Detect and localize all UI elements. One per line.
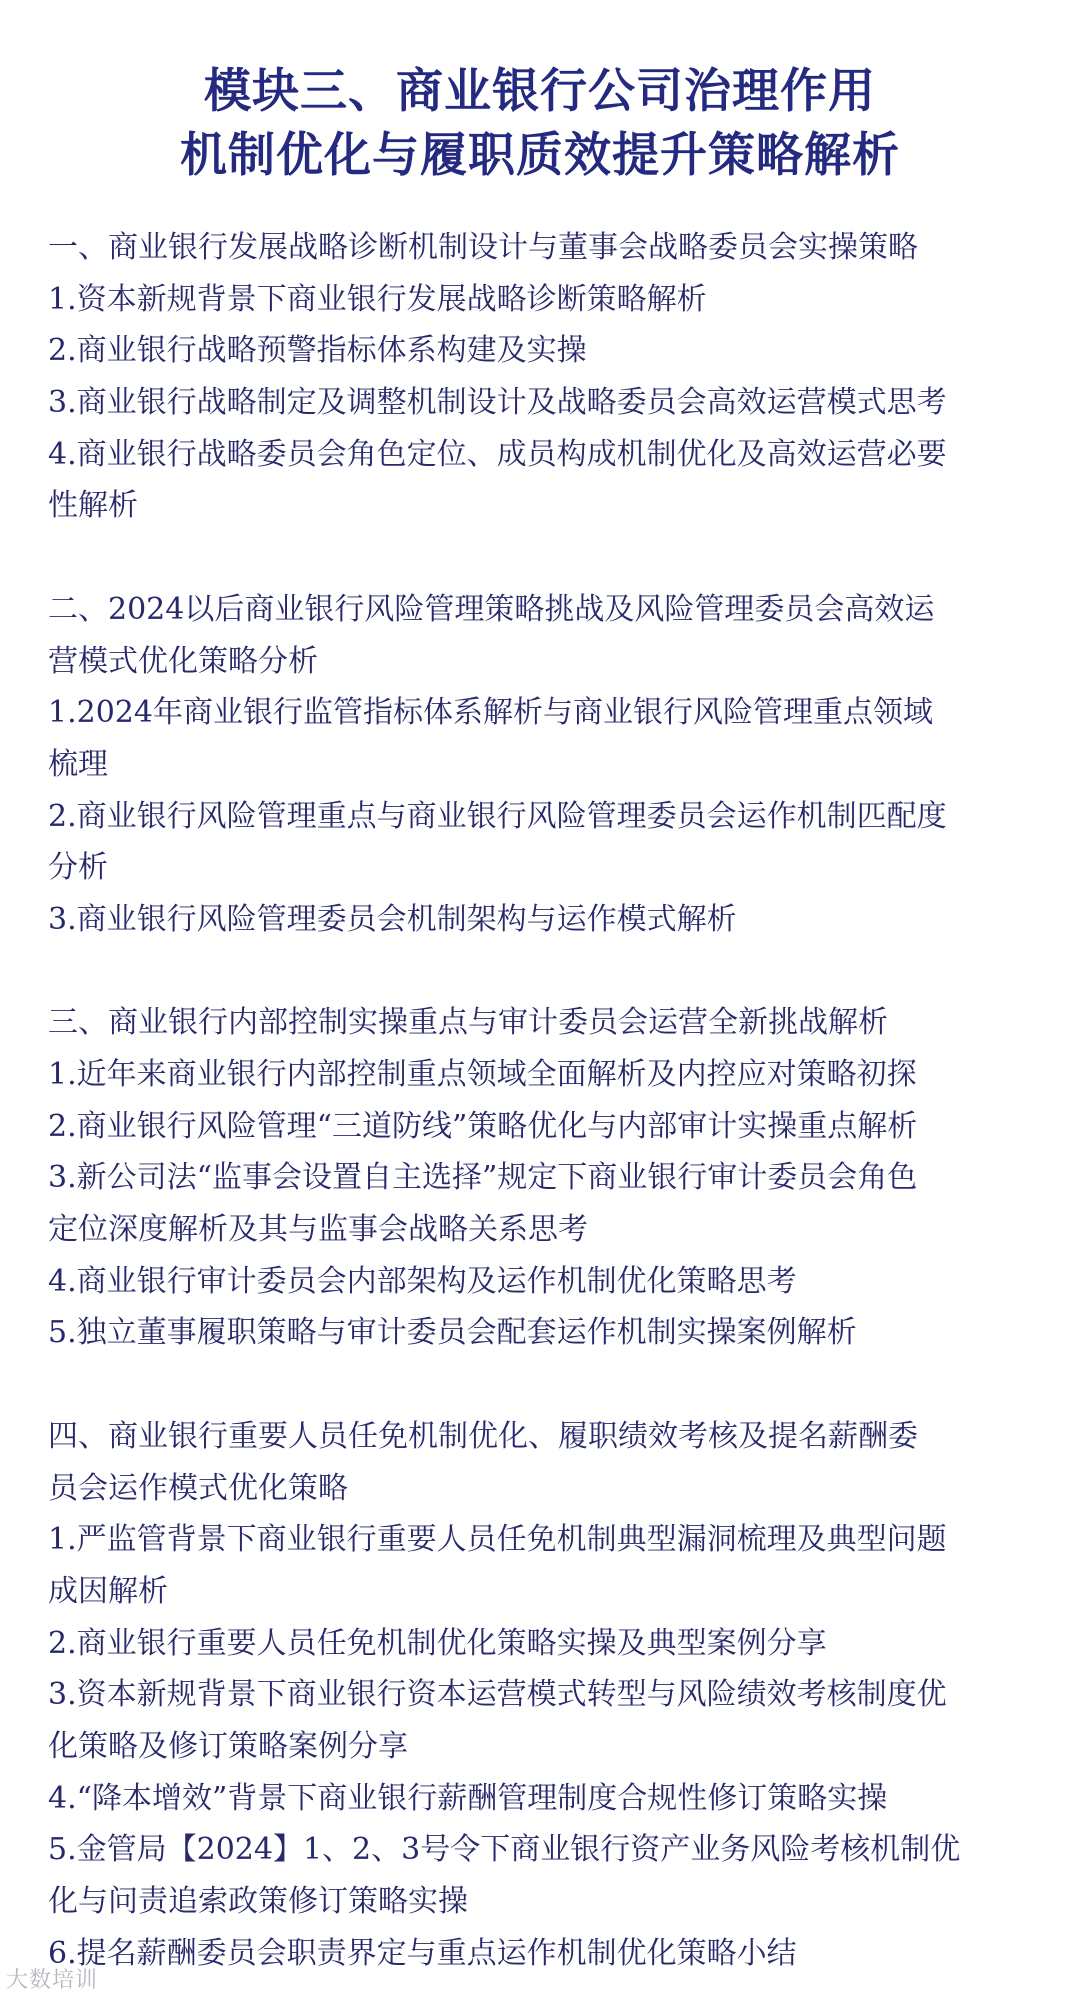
section-item-line: 5.金管局【2024】1、2、3号令下商业银行资产业务风险考核机制优 — [48, 1832, 961, 1868]
section-heading — [48, 1411, 1040, 1514]
section-item-line: 4.商业银行审计委员会内部架构及运作机制优化策略思考 — [48, 1263, 797, 1299]
outline-section — [48, 222, 1040, 532]
section-heading-line: 一、商业银行发展战略诊断机制设计与董事会战略委员会实操策略 — [48, 230, 918, 265]
module-content — [48, 222, 1040, 1979]
section-item — [48, 1824, 1040, 1927]
section-heading-line: 四、商业银行重要人员任免机制优化、履职绩效考核及提名薪酬委 — [48, 1418, 918, 1454]
section-item — [48, 325, 1040, 377]
section-item-line: 6.提名薪酬委员会职责界定与重点运作机制优化策略小结 — [48, 1935, 797, 1971]
section-item — [48, 377, 1040, 429]
section-item-line: 化策略及修订策略案例分享 — [48, 1728, 408, 1764]
section-item-line: 1.严监管背景下商业银行重要人员任免机制典型漏洞梳理及典型问题 — [48, 1522, 947, 1558]
section-heading — [48, 222, 1040, 274]
outline-section — [48, 1411, 1040, 1980]
section-item — [48, 1101, 1040, 1153]
section-item-line: 4.商业银行战略委员会角色定位、成员构成机制优化及高效运营必要 — [48, 436, 947, 472]
section-item-line: 4.“降本增效”背景下商业银行薪酬管理制度合规性修订策略实操 — [48, 1780, 888, 1816]
outline-section — [48, 997, 1040, 1359]
section-heading-line: 二、2024以后商业银行风险管理策略挑战及风险管理委员会高效运 — [48, 591, 935, 627]
section-item — [48, 1618, 1040, 1670]
section-item-line: 1.近年来商业银行内部控制重点领域全面解析及内控应对策略初探 — [48, 1057, 917, 1092]
section-item-line: 1.2024年商业银行监管指标体系解析与商业银行风险管理重点领域 — [48, 695, 933, 731]
watermark-text: 大数培训 — [6, 1968, 99, 1993]
section-item-line: 定位深度解析及其与监事会战略关系思考 — [48, 1212, 588, 1248]
section-item-line: 分析 — [48, 850, 108, 886]
page-title-line-1: 模块三、商业银行公司治理作用 — [204, 64, 876, 119]
section-item-line: 成因解析 — [48, 1573, 168, 1609]
section-heading-line: 三、商业银行内部控制实操重点与审计委员会运营全新挑战解析 — [48, 1005, 888, 1041]
section-item — [48, 894, 1040, 946]
section-item-line: 化与问责追索政策修订策略实操 — [48, 1884, 468, 1919]
section-item — [48, 687, 1040, 790]
section-item-line: 梳理 — [48, 746, 108, 782]
section-item — [48, 1256, 1040, 1308]
section-item — [48, 1669, 1040, 1772]
section-item — [48, 791, 1040, 894]
section-item-line: 2.商业银行重要人员任免机制优化策略实操及典型案例分享 — [48, 1625, 827, 1661]
section-item-line: 2.商业银行风险管理“三道防线”策略优化与内部审计实操重点解析 — [48, 1108, 918, 1144]
section-heading — [48, 997, 1040, 1049]
section-item-line: 3.新公司法“监事会设置自主选择”规定下商业银行审计委员会角色 — [48, 1160, 918, 1196]
section-item — [48, 1514, 1040, 1617]
section-heading-line: 营模式优化策略分析 — [48, 643, 318, 679]
section-item-line: 2.商业银行战略预警指标体系构建及实操 — [48, 333, 587, 369]
section-item — [48, 274, 1040, 326]
section-item-line: 3.资本新规背景下商业银行资本运营模式转型与风险绩效考核制度优 — [48, 1677, 947, 1713]
section-item-line: 3.商业银行风险管理委员会机制架构与运作模式解析 — [48, 901, 737, 937]
section-item — [48, 1307, 1040, 1359]
section-item-line: 2.商业银行风险管理重点与商业银行风险管理委员会运作机制匹配度 — [48, 798, 947, 834]
section-item — [48, 1928, 1040, 1980]
section-item — [48, 1049, 1040, 1101]
section-item-line: 3.商业银行战略制定及调整机制设计及战略委员会高效运营模式思考 — [48, 385, 947, 421]
section-item-line: 5.独立董事履职策略与审计委员会配套运作机制实操案例解析 — [48, 1315, 857, 1351]
section-item-line: 性解析 — [48, 488, 138, 524]
page-title-line-2: 机制优化与履职质效提升策略解析 — [180, 128, 900, 183]
section-item — [48, 1152, 1040, 1255]
outline-section — [48, 584, 1040, 946]
section-item — [48, 429, 1040, 532]
section-item-line: 1.资本新规背景下商业银行发展战略诊断策略解析 — [48, 281, 707, 317]
section-heading-line: 员会运作模式优化策略 — [48, 1470, 348, 1506]
section-heading — [48, 584, 1040, 687]
section-item — [48, 1773, 1040, 1825]
